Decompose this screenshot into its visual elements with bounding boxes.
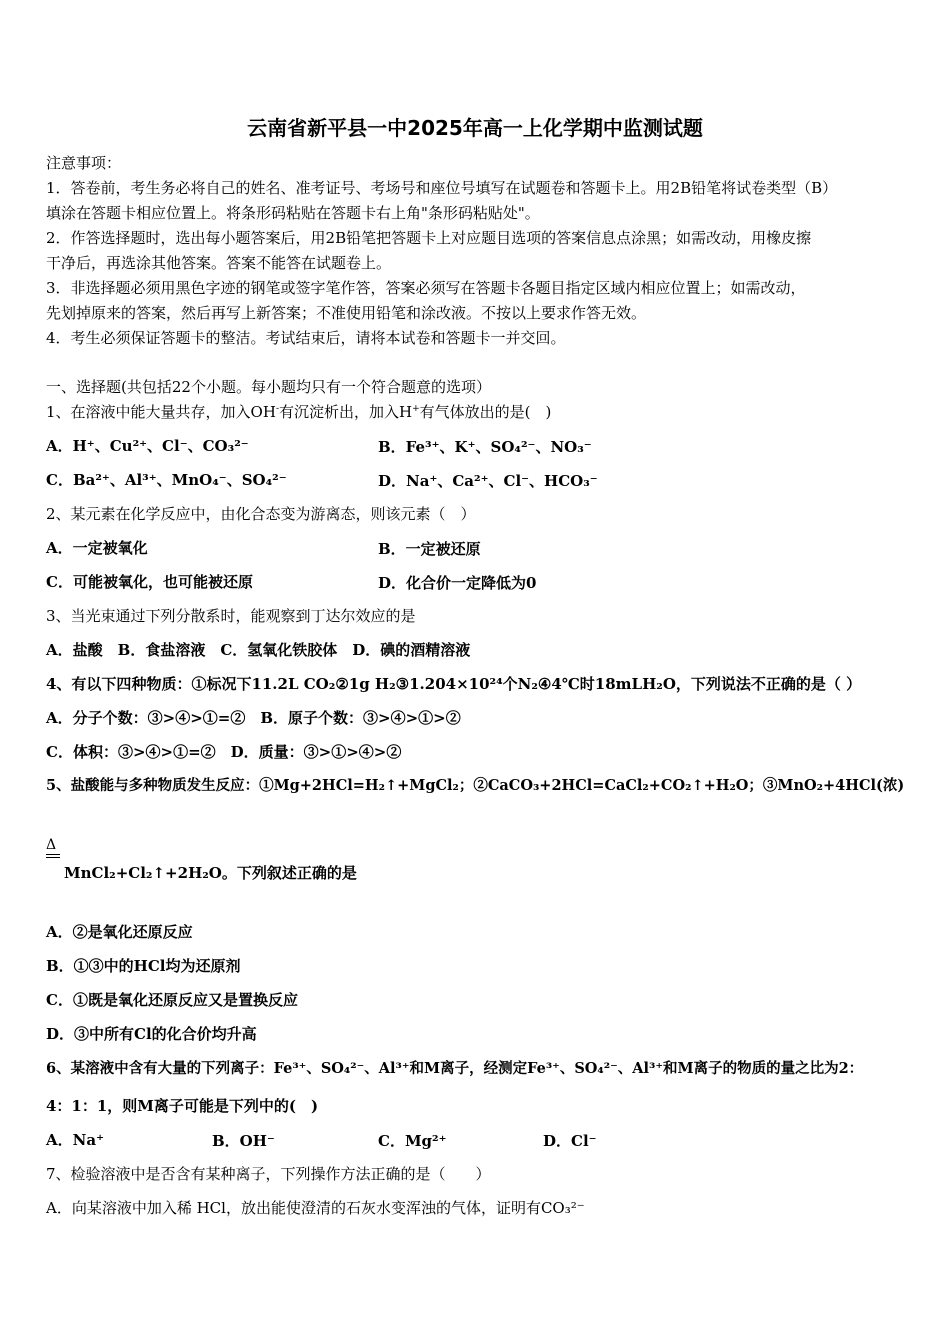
page-title: 云南省新平县一中2025年高一上化学期中监测试题	[247, 116, 703, 140]
heating-symbol: Δ	[46, 838, 60, 858]
notice-line-3b: 先划掉原来的答案，然后再写上新答案；不准使用铅笔和涂改液。不按以上要求作答无效。	[46, 304, 647, 322]
question-1-option-c: C．Ba²⁺、Al³⁺、MnO₄⁻、SO₄²⁻	[46, 471, 287, 489]
question-5-continuation: MnCl₂+Cl₂↑+2H₂O。下列叙述正确的是	[64, 864, 357, 882]
question-2-option-d: D．化合价一定降低为0	[378, 574, 537, 592]
question-2-stem: 2、某元素在化学反应中，由化合态变为游离态，则该元素（ ）	[46, 505, 476, 523]
question-2-option-b: B．一定被还原	[378, 540, 481, 558]
question-2-option-a: A．一定被氧化	[46, 539, 148, 557]
question-7-stem: 7、检验溶液中是否含有某种离子，下列操作方法正确的是（ ）	[46, 1165, 491, 1183]
question-1-option-b: B．Fe³⁺、K⁺、SO₄²⁻、NO₃⁻	[378, 438, 592, 456]
question-2-option-c: C．可能被氧化，也可能被还原	[46, 573, 253, 591]
question-4-options-ab: A．分子个数：③>④>①=② B．原子个数：③>④>①>②	[46, 709, 461, 727]
question-5-option-b: B．①③中的HCl均为还原剂	[46, 957, 241, 975]
question-6-stem-line-2: 4：1：1，则M离子可能是下列中的( )	[46, 1097, 319, 1115]
question-1-option-d: D．Na⁺、Ca²⁺、Cl⁻、HCO₃⁻	[378, 472, 598, 490]
notice-heading: 注意事项：	[46, 154, 122, 172]
notice-line-2b: 干净后，再选涂其他答案。答案不能答在试题卷上。	[46, 254, 392, 272]
question-3-options: A．盐酸 B．食盐溶液 C．氢氧化铁胶体 D．碘的酒精溶液	[46, 641, 471, 659]
question-5-stem: 5、盐酸能与多种物质发生反应：①Mg+2HCl=H₂↑+MgCl₂；②CaCO₃+2HCl=CaCl₂+CO₂↑+H₂O；③MnO₂+4HCl(浓)	[46, 777, 905, 794]
notice-line-4: 4．考生必须保证答题卡的整洁。考试结束后，请将本试卷和答题卡一并交回。	[46, 329, 566, 347]
question-1-stem: 1、在溶液中能大量共存，加入OH-有沉淀析出，加入H+有气体放出的是( )	[46, 403, 552, 421]
question-4-stem: 4、有以下四种物质：①标况下11.2L CO₂②1g H₂③1.204×10²⁴个N₂④4℃时18mLH₂O，下列说法不正确的是（ ）	[46, 675, 862, 693]
question-6-option-a: A．Na⁺	[46, 1131, 104, 1149]
section-heading: 一、选择题(共包括22个小题。每小题均只有一个符合题意的选项）	[46, 378, 491, 396]
question-6-stem-line-1: 6、某溶液中含有大量的下列离子：Fe³⁺、SO₄²⁻、Al³⁺和M离子，经测定Fe³⁺、SO₄²⁻、Al³⁺和M离子的物质的量之比为2：	[46, 1060, 864, 1077]
notice-line-1b: 填涂在答题卡相应位置上。将条形码粘贴在答题卡右上角"条形码粘贴处"。	[46, 204, 540, 222]
question-6-option-d: D．Cl⁻	[543, 1132, 597, 1150]
question-5-option-a: A．②是氧化还原反应	[46, 923, 193, 941]
question-6-option-b: B．OH⁻	[212, 1132, 275, 1150]
question-5-option-c: C．①既是氧化还原反应又是置换反应	[46, 991, 298, 1009]
question-7-option-a: A．向某溶液中加入稀 HCl，放出能使澄清的石灰水变浑浊的气体，证明有CO₃²⁻	[46, 1199, 585, 1217]
question-3-stem: 3、当光束通过下列分散系时，能观察到丁达尔效应的是	[46, 607, 416, 625]
notice-line-2a: 2．作答选择题时，选出每小题答案后，用2B铅笔把答题卡上对应题目选项的答案信息点涂黑；如需改动，用橡皮擦	[46, 229, 812, 247]
notice-line-1a: 1．答卷前，考生务必将自己的姓名、准考证号、考场号和座位号填写在试题卷和答题卡上。用2B铅笔将试卷类型（B）	[46, 179, 838, 197]
question-6-option-c: C．Mg²⁺	[378, 1132, 447, 1150]
question-5-option-d: D．③中所有Cl的化合价均升高	[46, 1025, 257, 1043]
question-1-option-a: A．H⁺、Cu²⁺、Cl⁻、CO₃²⁻	[46, 437, 249, 455]
question-4-options-cd: C．体积：③>④>①=② D．质量：③>①>④>②	[46, 743, 402, 761]
notice-line-3a: 3．非选择题必须用黑色字迹的钢笔或签字笔作答，答案必须写在答题卡各题目指定区域内相应位置上；如需改动，	[46, 279, 806, 297]
